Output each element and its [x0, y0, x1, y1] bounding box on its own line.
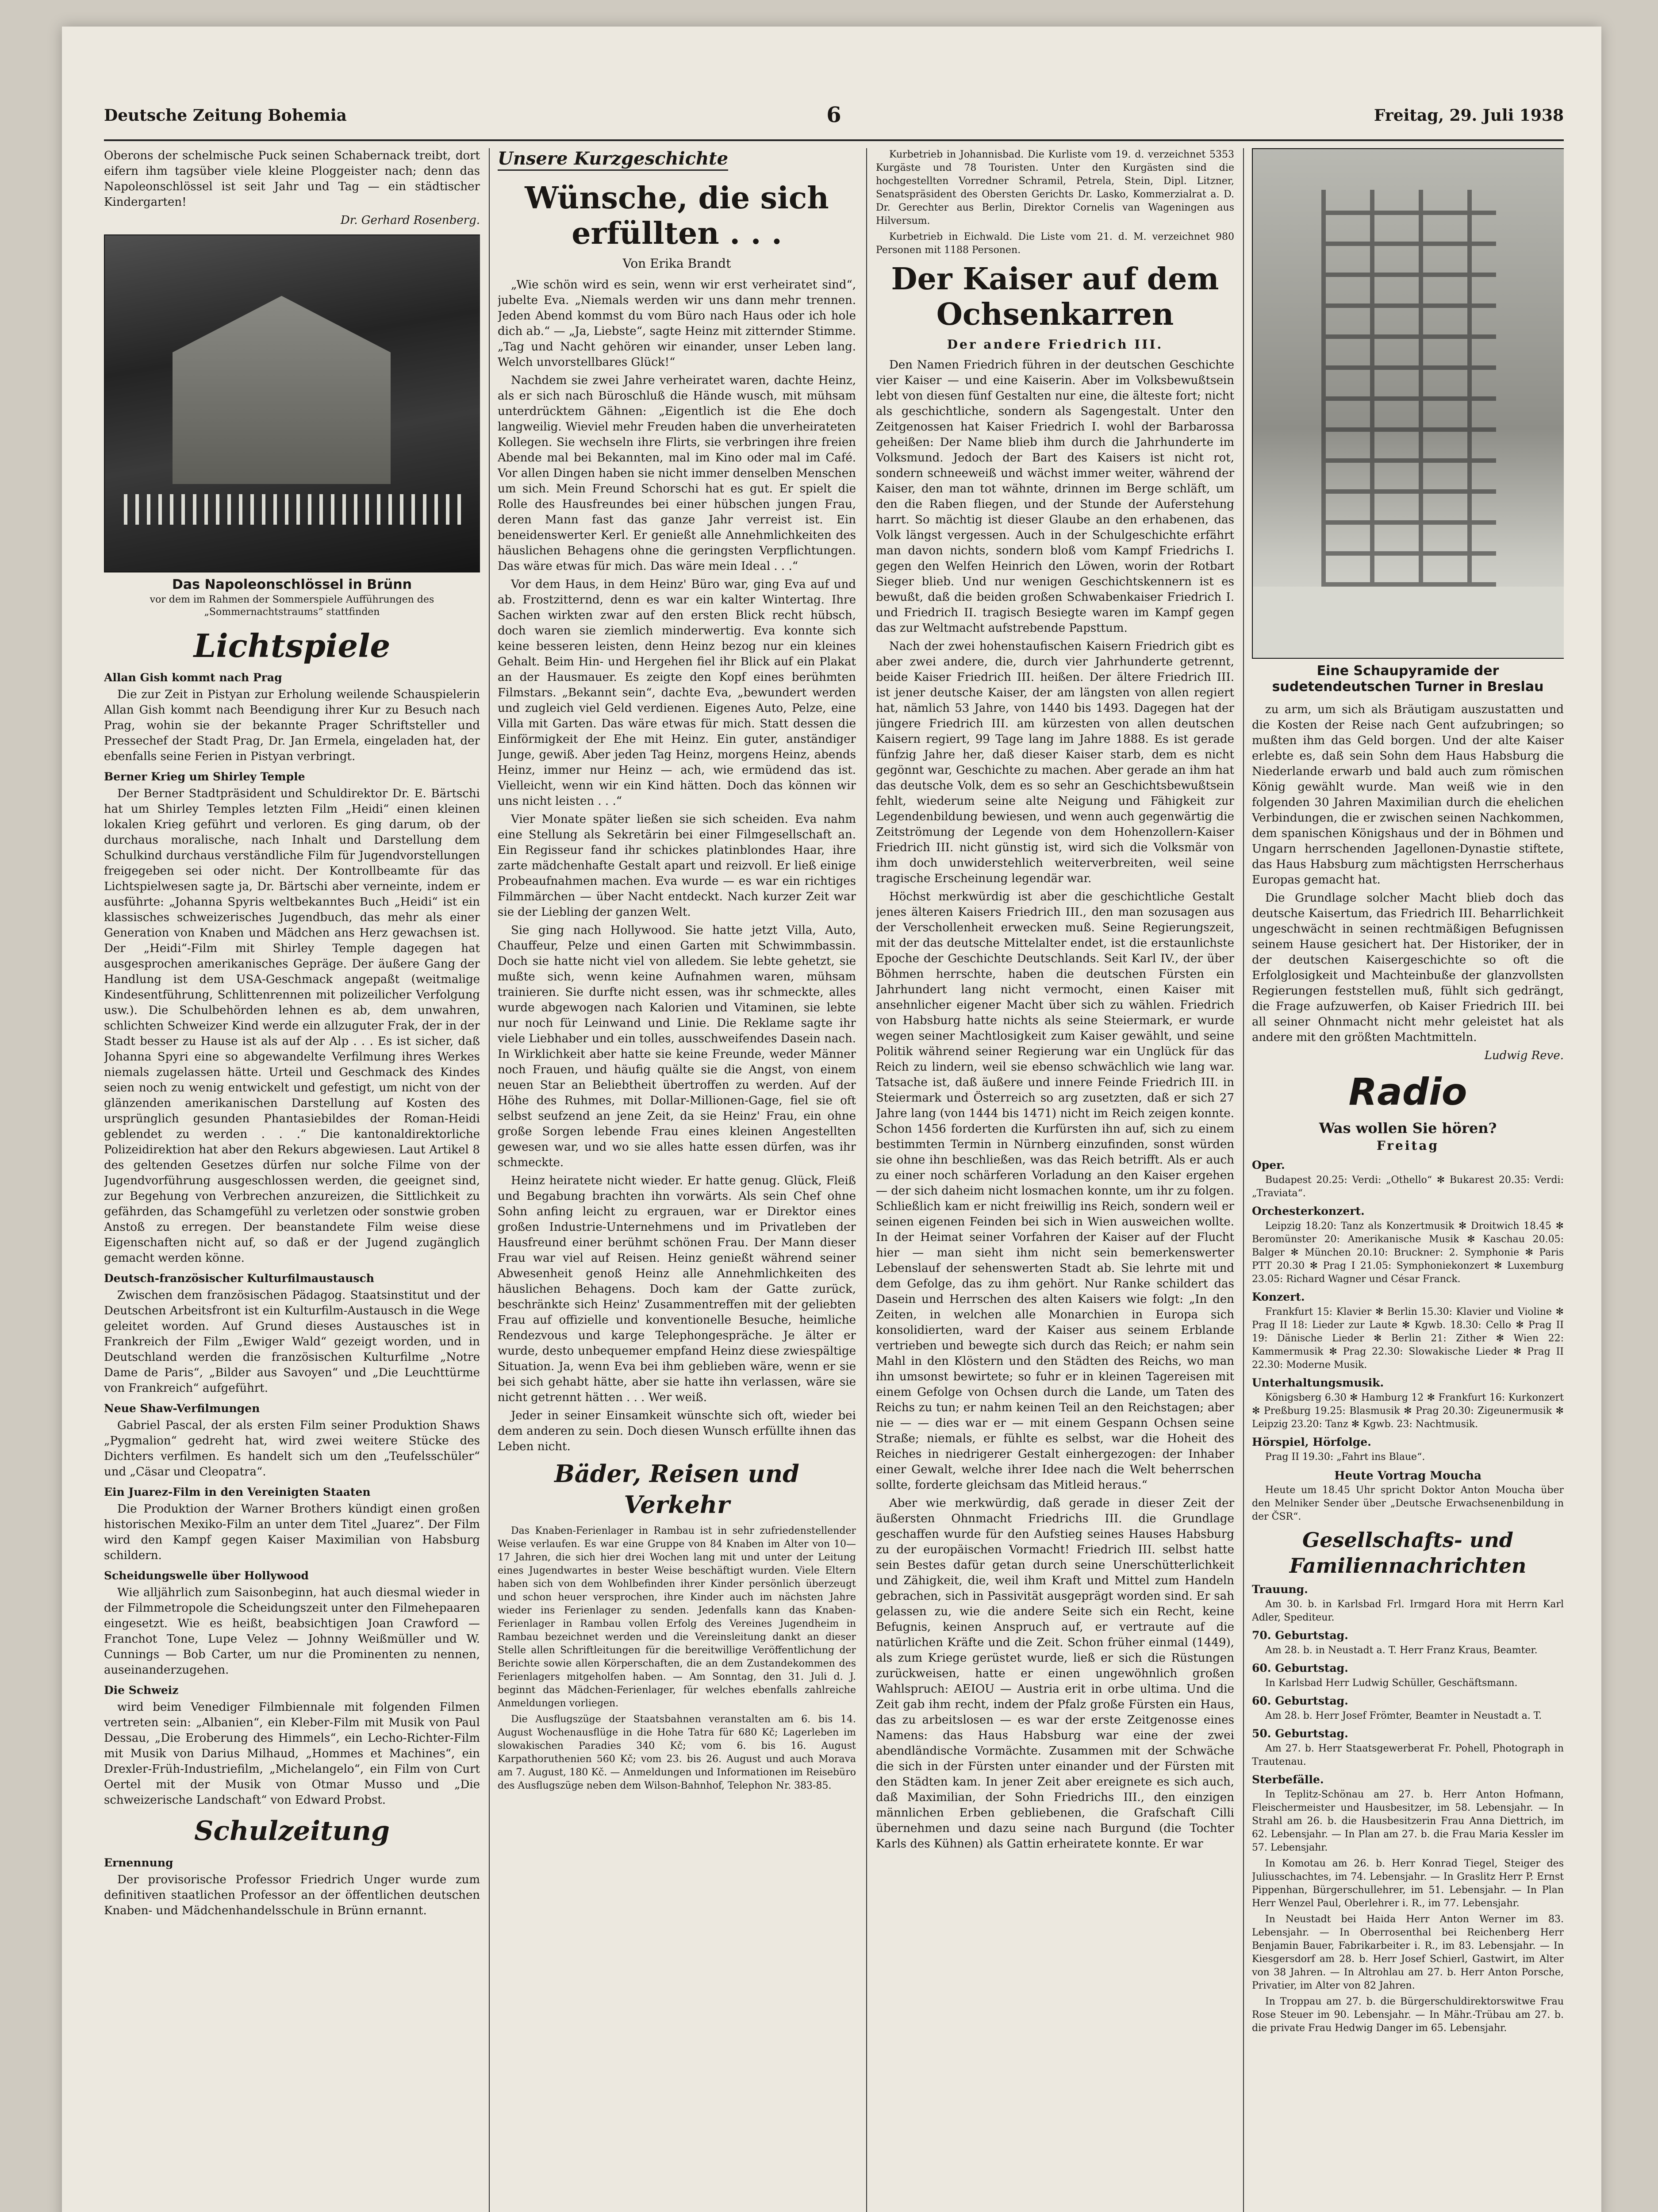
- story-paragraph: Vier Monate später ließen sie sich scheiden. Eva nahm eine Stellung als Sekretärin bei einer Filmgesellschaft an. Ein Regisseur fand ihr schickes platinblondes Haar, ihre zarte mädchenhafte Gestalt apart und reizvoll. Er ließ einige Probeaufnahmen machen. Eva wurde — es war ein richtiges Filmmärchen — über Nacht entdeckt. Nach kurzer Zeit war sie der Liebling der ganzen Welt.: [498, 813, 856, 919]
- article-paragraph: Aber wie merkwürdig, daß gerade in dieser Zeit der äußersten Ohnmacht Friedrichs III. die Grundlage geschaffen wurde für den Aufstieg seines Hauses Habsburg zu der europäischen Vormacht! Friedrich III. selbst hatte sein Bestes dafür getan durch seine Unerschütterlichkeit und Zähigkeit, die, weil ihm Kraft und Mittel zum Handeln gebrachen, sich in Passivität ausgeprägt worden sind. Er sah gelassen zu, wie die andere Seite sich ein Recht, keine Befugnis, keinen Anspruch auf, er vertraute auf die natürlichen Kräfte und die Zeit. Schon früher einmal (1449), als zum Kriege gerüstet wurde, ließ er sich die Rüstungen zurückweisen, hatte er einen ungewöhnlich großen Wahlspruch: AEIOU — Austria erit in orbe ultima. Und die Zeit gab ihm recht, indem der Pfalz große Fürsten ein Haus, das zu arbeitslosen — es war der erste Zeitgenosse eines Namens: das Haus Habsburg war eine der zwei abendländische Vormächte. Zusammen mit der Schwäche die sich in der Fürsten unter einander und der Fürsten mit den Städten kam. In jener Zeit aber ereignete es sich auch, daß Maximilian, der Sohn Friedrichs III., den einzigen männlichen Erben gebliebenen, die Grafschaft Cilli übernehmen und dazu seine nach Burgund (die Tochter Karls des Kühnen) als Gattin erheiratete konnte. Er war: [876, 1497, 1234, 1851]
- family-item-text: In Komotau am 26. b. Herr Konrad Tiegel, Steiger des Juliusschachtes, im 74. Lebensjahr. — In Graslitz Herr P. Ernst Pippenhan, Bürgerschullehrer, im 51. Lebensjahr. — In Plan Herr Wenzel Paul, Oberlehrer i. R., im 77. Lebensjahr.: [1252, 1858, 1564, 1909]
- photo-subcaption: vor dem im Rahmen der Sommerspiele Aufführungen des „Sommernachtstraums“ stattfinden: [150, 594, 434, 618]
- newspaper-page: [62, 27, 1601, 2212]
- radio-item-head: Oper.: [1252, 1159, 1285, 1171]
- family-item-text: In Karlsbad Herr Ludwig Schüller, Geschäftsmann.: [1265, 1678, 1518, 1689]
- article-paragraph: Nach der zwei hohenstaufischen Kaisern Friedrich gibt es aber zwei andere, die, durch vier Jahrhunderte getrennt, beide Kaiser Friedrich III. heißen. Der ältere Friedrich III. ist jener deutsche Kaiser, der am längsten von allen regiert hat, nämlich 53 Jahre, von 1440 bis 1493. Dagegen hat der jüngere Friedrich III. am kürzesten von allen deutschen Kaisern regiert, 99 Tage lang im Jahre 1888. Es ist gerade fünfzig Jahre her, daß dieser Kaiser starb, dem es nicht gegönnt war, Geschichte zu machen. Aber gerade an ihm hat das deutsche Volk, dem es so sehr an Geschichtsbewußtsein fehlt, wiederum seine alte Neigung und Fähigkeit zur Legendenbildung bewiesen, und wenn auch gegenwärtig die Zeitströmung der Legende von dem Hohenzollern-Kaiser Friedrich III. nicht günstig ist, wird sich die Volksmär von ihm doch unwiderstehlich weiterverbreiten, weil seine tragische Erscheinung legendär war.: [876, 640, 1234, 885]
- lecture-head: Heute Vortrag Moucha: [1334, 1469, 1481, 1482]
- column-divider: [866, 148, 867, 2212]
- gymnast-pyramid-photo: [1252, 148, 1564, 659]
- article-body: [876, 357, 1234, 1852]
- story-body: [498, 277, 856, 1455]
- article-paragraph: zu arm, um sich als Bräutigam auszustatten und die Kosten der Reise nach Gent aufzubringen; so mußten ihm das Geld borgen. Und der alte Kaiser erlebte es, daß sein Sohn dem Haus Habsburg die Niederlande erwarb und bald auch zum römischen König gewählt wurde. Man weiß wie in den folgenden 30 Jahren Maximilian durch die ehelichen Verbindungen, die er zwischen seinen Nachkommen, dem spanischen Königshaus und der in Böhmen und Ungarn herrschenden Jagellonen-Dynastie stiftete, das Haus Habsburg zum mächtigsten Herrscherhaus Europas gemacht hat.: [1252, 703, 1564, 887]
- family-news-list: [1252, 1583, 1564, 2035]
- ground-shape: [1253, 587, 1564, 658]
- family-item-text: In Teplitz-Schönau am 27. b. Herr Anton Hofmann, Fleischermeister und Hausbesitzer, im 58. Lebensjahr. — In Strahl am 26. b. die Hausbesitzerin Frau Anna Diettrich, im 62. Lebensjahr. — In Plan am 27. b. die Frau Maria Kessler im 57. Lebensjahr.: [1252, 1789, 1564, 1853]
- family-item-text: In Troppau am 27. b. die Bürgerschuldirektorswitwe Frau Rose Steuer im 90. Lebensjahr. — In Mähr.-Trübau am 27. b. die private Frau Hedwig Danger im 65. Lebensjahr.: [1252, 1996, 1564, 2034]
- film-item-head: Die Schweiz: [104, 1684, 179, 1697]
- family-item-head: 70. Geburtstag.: [1252, 1629, 1348, 1642]
- radio-item-head: Unterhaltungsmusik.: [1252, 1376, 1384, 1389]
- film-item-head: Deutsch-französischer Kulturfilmaustausch: [104, 1272, 374, 1285]
- issue-date: Freitag, 29. Juli 1938: [1374, 106, 1564, 125]
- story-paragraph: Jeder in seiner Einsamkeit wünschte sich oft, wieder bei dem anderen zu sein. Doch diesen Wunsch erfüllte ihnen das Leben nicht.: [498, 1409, 856, 1453]
- article-continuation: [1252, 702, 1564, 1045]
- radio-item-head: Hörspiel, Hörfolge.: [1252, 1436, 1371, 1448]
- fence-shape: [124, 494, 462, 524]
- film-news-list: [104, 670, 480, 1808]
- film-item-head: Allan Gish kommt nach Prag: [104, 671, 282, 684]
- column-2: [498, 148, 856, 2212]
- page-number: 6: [826, 103, 841, 127]
- radio-program-list: [1252, 1159, 1564, 1464]
- story-author: Von Erika Brandt: [622, 256, 731, 271]
- intro-text: Oberons der schelmische Puck seinen Schabernack treibt, dort eifern ihm tagsüber viele kleine Ploggeister nach; denn das Napoleonschlössel ist seit Jahr und Tag — ein städtischer Kindergarten!: [104, 149, 480, 209]
- article-subtitle: Der andere Friedrich III.: [947, 337, 1163, 352]
- spa-item: Kurbetrieb in Johannisbad. Die Kurliste vom 19. d. verzeichnet 5353 Kurgäste und 78 Touristen. Unter den Kurgästen sind die hochgestellten Vorredner Schramil, Petrela, Stein, Dipl. Litzner, Senatspräsident des Obersten Gerichts Dr. Lasko, Kommerzialrat a. D. Dr. Gerechter aus Berlin, Direktor Cornelis van Wageningen aus Hilversum.: [876, 149, 1234, 227]
- column-1: [104, 148, 480, 2212]
- radio-item-text: Frankfurt 15: Klavier ✻ Berlin 15.30: Klavier und Violine ✻ Prag II 18: Lieder zur Laute ✻ Kgwb. 18.30: Cello ✻ Prag II 19: Dänische Lieder ✻ Berlin 21: Zither ✻ Wien 22: Kammermusik ✻ Prag 22.30: Slowakische Lieder ✻ Prag II 22.30: Moderne Musik.: [1252, 1306, 1564, 1371]
- family-item-head: 60. Geburtstag.: [1252, 1694, 1348, 1707]
- story-paragraph: „Wie schön wird es sein, wenn wir erst verheiratet sind“, jubelte Eva. „Niemals werden wir uns dann mehr trennen. Jeden Abend kommst du vom Büro nach Haus oder ich hole dich ab.“ — „Ja, Liebste“, sagte Heinz mit zitternder Stimme. „Tag und Nacht gehören wir einander, unser Leben lang. Welch unvorstellbares Glück!“: [498, 278, 856, 369]
- family-item-text: In Neustadt bei Haida Herr Anton Werner im 83. Lebensjahr. — In Oberrosenthal bei Reichenberg Herr Benjamin Bauer, Fabrikarbeiter i. R., im 83. Lebensjahr. — In Kiesgersdorf am 28. b. Herr Josef Schierl, Gastwirt, im Alter von 38 Jahren. — In Altrohlau am 27. b. Herr Anton Porsche, Privatier, im Alter von 82 Jahren.: [1252, 1914, 1564, 1991]
- school-item-head: Ernennung: [104, 1856, 173, 1869]
- film-item-head: Neue Shaw-Verfilmungen: [104, 1402, 260, 1415]
- radio-item-head: Konzert.: [1252, 1290, 1305, 1303]
- paper-name: Deutsche Zeitung Bohemia: [104, 106, 347, 125]
- article-paragraph: Höchst merkwürdig ist aber die geschichtliche Gestalt jenes älteren Kaisers Friedrich III., den man sozusagen aus der Verschollenheit erwecken muß. Seine Regierungszeit, mit der das deutsche Mittelalter endet, ist die erstaunlichste Epoche der Geschichte Deutschlands. Seit Karl IV., der über Böhmen herrschte, haben die deutschen Fürsten ein Jahrhundert lang nicht vermocht, einen Kaiser mit ansehnlicher eigener Macht über sich zu wählen. Friedrich von Habsburg hatte nichts als seine Steiermark, er wurde wegen seiner Machtlosigkeit zum Kaiser gewählt, und seine Politik während seiner Regierung war ein Unglück für das Reich zu lindern, weil sie ebenso schwächlich wie lang war. Tatsache ist, daß äußere und innere Feinde Friedrich III. in Steiermark und Österreich so arg zusetzten, daß er sich 27 Jahre lang (von 1444 bis 1471) nicht im Reich zeigen konnte. Schon 1456 forderten die Kurfürsten ihn auf, sich zu einem bestimmten Termin in Nürnberg einzufinden, sonst würden sie ohne ihn beschließen, was das Reich betrifft. Als er auch zu einer noch schärferen Vorladung an den Kaiser ergehen — der sich daheim nicht losmachen konnte, um ihr zu folgen. Schließlich kam er nicht freiwillig ins Reich, sondern weil er seinen eigenen Feinden bei sich in Wien ausweichen wollte. In der Heimat seiner Vorfahren der Kaiser auf der Flucht hier — man sieht ihm nicht sein bemerkenswerter Lebenslauf der sehenswerten Stadt ab. Sie lehrte mit und dem Gefolge, das zu ihm gehört. Nur Ranke schildert das Dasein und Herrschen des alten Kaisers wie folgt: „In den Zeiten, in welchen alle Monarchien in Europa sich konsolidierten, ward der Kaiser aus seinem Erblande vertrieben und bewegte sich durch das Reich; er nahm sein Mahl in den Klöstern und den Städten des Reichs, wo man ihn umsonst bewirtete; so fuhr er in kleinen Tagereisen mit einem Gefolge von Ochsen durch die Lande, um Taten des Reichs zu tun; er nahm keinen Teil an den Reichstagen; aber nie — — dies war er — mit einem Gespann Ochsen seine Straße; niemals, er fühlte es selbst, war die Hoheit des Reiches in niedrigerer Gestalt einhergezogen: der Inhaber einer Gewalt, welche ihrer Idee nach die Welt beherrschen sollte, forderte gleichsam das Mitleid heraus.“: [876, 890, 1234, 1492]
- article-paragraph: Die Grundlage solcher Macht blieb doch das deutsche Kaisertum, das Friedrich III. Beharrlichkeit ungeschwächt in seinen rechtmäßigen Befugnissen seinem Hause gesichert hat. Der Historiker, der in der deutschen Kaisergeschichte so oft die Erfolglosigkeit und Machteinbuße der glanzvollsten Regierungen feststellen muß, fühlt sich gedrängt, die Frage aufzuwerfen, ob Kaiser Friedrich III. bei all seiner Ohnmacht nicht mehr geleistet hat als andere mit den größten Machtmitteln.: [1252, 891, 1564, 1044]
- radio-item-head: Orchesterkonzert.: [1252, 1205, 1365, 1217]
- radio-item-text: Leipzig 18.20: Tanz als Konzertmusik ✻ Droitwich 18.45 ✻ Beromünster 20: Amerikanische Musik ✻ Kaschau 20.05: Balger ✻ München 20.10: Bruckner: 2. Symphonie ✻ Paris PTT 20.30 ✻ Prag I 21.05: Symphoniekonzert ✻ Luxemburg 23.05: Richard Wagner und César Franck.: [1252, 1221, 1564, 1285]
- column-divider: [1243, 148, 1244, 2212]
- spa-item: Kurbetrieb in Eichwald. Die Liste vom 21. d. M. verzeichnet 980 Personen mit 1188 Personen.: [876, 231, 1234, 256]
- radio-item-text: Königsberg 6.30 ✻ Hamburg 12 ✻ Frankfurt 16: Kurkonzert ✻ Preßburg 19.25: Blasmusik ✻ Prag 20.30: Zigeunermusik ✻ Leipzig 23.20: Tanz ✻ Kgwb. 23: Nachtmusik.: [1252, 1392, 1564, 1430]
- masthead-rule: [104, 139, 1564, 141]
- masthead: [104, 103, 1564, 133]
- column-4: [1252, 148, 1564, 2212]
- section-title-travel: Bäder, Reisen und Verkehr: [554, 1459, 799, 1519]
- family-item-text: Am 27. b. Herr Staatsgewerberat Fr. Pohell, Photograph in Trautenau.: [1252, 1743, 1564, 1767]
- story-title: Wünsche, die sich erfüllten . . .: [525, 180, 829, 251]
- article-author: Ludwig Reve.: [1484, 1049, 1564, 1062]
- radio-item-text: Prag II 19.30: „Fahrt ins Blaue“.: [1265, 1452, 1425, 1463]
- radio-day: Freitag: [1376, 1138, 1439, 1153]
- film-item-head: Berner Krieg um Shirley Temple: [104, 770, 305, 783]
- castle-shape: [173, 296, 391, 484]
- story-paragraph: Heinz heiratete nicht wieder. Er hatte genug. Glück, Fleiß und Begabung brachten ihn vorwärts. Als sein Chef ohne Sohn anfing leicht zu ergrauen, war er Direktor eines großen Industrie-Unternehmens und im Privatleben der Hausfreund einer berühmt schönen Frau. Der Mann dieser Frau war viel auf Reisen. Heinz genießt während seiner Abwesenheit genoß Heinz alle Annehmlichkeiten des häuslichen Behagens. Doch kam der Gatte zurück, beschränkte sich Heinz' Zusammentreffen mit der geliebten Frau auf offizielle und konventionelle Besuche, heimliche Rendezvous und karge Telephongespräche. Je älter er wurde, desto unbequemer empfand Heinz diese zwiespältige Situation. Ja, wenn Eva bei ihm geblieben wäre, wenn er sie bei sich gehabt hätte, aber sie hatte ihn verlassen, wäre sie nicht getrennt hätten . . . Wer weiß.: [498, 1174, 856, 1404]
- school-item-text: Der provisorische Professor Friedrich Unger wurde zum definitiven staatlichen Professor an der öffentlichen deutschen Knaben- und Mädchenhandelsschule in Brünn ernannt.: [104, 1873, 480, 1917]
- film-item-head: Scheidungswelle über Hollywood: [104, 1569, 309, 1582]
- family-item-text: Am 30. b. in Karlsbad Frl. Irmgard Hora mit Herrn Karl Adler, Spediteur.: [1252, 1599, 1564, 1623]
- film-item-text: Die Produktion der Warner Brothers kündigt einen großen historischen Mexiko-Film an unter dem Titel „Juarez“. Der Film wird den Kampf gegen Kaiser Maximilian von Habsburg schildern.: [104, 1502, 480, 1562]
- family-item-head: 50. Geburtstag.: [1252, 1727, 1348, 1740]
- section-title-family: Gesellschafts- und Familiennachrichten: [1289, 1528, 1527, 1578]
- story-paragraph: Sie ging nach Hollywood. Sie hatte jetzt Villa, Auto, Chauffeur, Pelze und einen Garten mit Schwimmbassin. Doch sie hatte nicht viel von alledem. Sie lebte gehetzt, sie mußte sich, wenn keine Aufnahmen waren, mühsam trainieren. Sie durfte nicht essen, was ihr schmeckte, alles wurde abgewogen nach Kalorien und Vitaminen, sie lebte nur noch für Leinwand und Linie. Die Reklame sagte ihr viele Liebhaber und ein tolles, ausschweifendes Dasein nach. In Wirklichkeit aber hatte sie keine Freunde, weder Männer noch Frauen, und häufig quälte sie die Angst, von einem neuen Star an Beliebtheit übertroffen zu werden. Auf der Höhe des Ruhmes, mit Dollar-Millionen-Gage, fiel sie oft selbst seufzend an jene Zeit, da sie Heinz' Frau, ein ohne große Sorgen lebende Frau eines kleinen Angestellten gewesen war, und wo sie alles hatte essen dürfen, was ihr schmeckte.: [498, 924, 856, 1169]
- film-item-text: wird beim Venediger Filmbiennale mit folgenden Filmen vertreten sein: „Albanien“, ein Kleber-Film mit Musik von Paul Dessau, „Die Eroberung des Himmels“, ein Lecho-Richter-Film mit Musik von Darius Milhaud, „Hommes et Machines“, ein Drexler-Früh-Industriefilm, „Michelangelo“, ein Film von Curt Oertel mit der Musik von Otmar Musso und „Die schweizerische Landschaft“ von Edward Probst.: [104, 1701, 480, 1807]
- photo-caption: Das Napoleonschlössel in Brünn: [172, 577, 412, 592]
- story-paragraph: Vor dem Haus, in dem Heinz' Büro war, ging Eva auf und ab. Frostzitternd, denn es war ein kalter Wintertag. Ihre Sachen wirkten zwar auf den ersten Blick recht hübsch, doch waren sie ziemlich minderwertig. Eva konnte sich keine besseren leisten, denn Heinz bezog nur ein kleines Gehalt. Beim Hin- und Hergehen fiel ihr Blick auf ein Plakat an der Hausmauer. Es zeigte den Kopf eines berühmten Filmstars. „Bekannt sein“, dachte Eva, „bewundert werden und zugleich viel Geld verdienen. Eigenes Auto, Pelze, eine Villa mit Garten. Das wäre etwas für mich. Statt dessen die Einförmigkeit der Ehe mit Heinz. Ein guter, anständiger Junge, gewiß. Aber jeden Tag Heinz, morgens Heinz, abends Heinz, immer nur Heinz — ach, wie ermüdend das ist. Vielleicht, wenn wir ein Kind hätten. Doch das können wir uns nicht leisten . . .“: [498, 578, 856, 808]
- section-title-schulzeitung: Schulzeitung: [194, 1816, 390, 1847]
- family-item-head: Sterbefälle.: [1252, 1773, 1324, 1786]
- travel-list: [498, 1525, 856, 1793]
- travel-item: Die Ausflugszüge der Staatsbahnen veranstalten am 6. bis 14. August Wochenausflüge in die Hohe Tatra für 680 Kč; Lagerleben im slowakischen Paradies 340 Kč; vom 6. bis 16. August Karpathoruthenien 560 Kč; vom 23. bis 26. August und auch Morava am 7. August, 180 Kč. — Anmeldungen und Informationen im Reisebüro des Ausflugszüge neben dem Wilson-Bahnhof, Telephon Nr. 383-85.: [498, 1714, 856, 1791]
- column-3: [876, 148, 1234, 2212]
- family-item-text: Am 28. b. Herr Josef Frömter, Beamter in Neustadt a. T.: [1265, 1710, 1542, 1721]
- section-title-radio: Radio: [1348, 1070, 1467, 1114]
- intro-author: Dr. Gerhard Rosenberg.: [340, 214, 480, 227]
- article-title: Der Kaiser auf dem Ochsenkarren: [891, 261, 1219, 332]
- family-item-head: Trauung.: [1252, 1583, 1308, 1596]
- article-paragraph: Den Namen Friedrich führen in der deutschen Geschichte vier Kaiser — und eine Kaiserin. Aber im Volksbewußtsein lebt von diesen fünf Gestalten nur eine, die älteste fort; nicht als geschichtliche, sondern als Sagengestalt. Unter den Zeitgenossen hat Kaiser Friedrich I. wohl der Barbarossa geheißen: Der Name blieb ihm durch die Jahrhunderte im Volksmund. Jedoch der Bart des Kaisers ist nicht rot, sondern schneeweiß und wächst immer weiter, während der Kaiser, den man tot wähnte, drinnen im Berge schläft, um den die Raben fliegen, und der Stunde der Auferstehung harrt. So mächtig ist dieser Glaube an den erhabenen, das Volk längst vergessen. Auch in der Schulgeschichte erfährt man davon nichts, sondern bloß vom Kampf Friedrichs I. gegen den Welfen Heinrich den Löwen, worin der Rotbart Sieger blieb. Und nur wenigen Geschichtskennern ist es bewußt, daß die beiden großen Schwabenkaiser Friedrich I. und Friedrich II. tragisch Besiegte waren im Kampf gegen das zur Weltmacht aufstrebende Papsttum.: [876, 358, 1234, 635]
- section-title-lichtspiele: Lichtspiele: [193, 627, 391, 664]
- pyramid-photo-caption: Eine Schaupyramide der sudetendeutschen Turner in Breslau: [1272, 663, 1544, 695]
- travel-item: Das Knaben-Ferienlager in Rambau ist in sehr zufriedenstellender Weise verlaufen. Es war eine Gruppe von 84 Knaben im Alter von 10—17 Jahren, die sich hier drei Wochen lang mit und unter der Leitung eines Jugendwartes in bester Weise beschäftigt wurden. Viele Eltern haben sich von dem Wohlbefinden ihrer Kinder persönlich überzeugt und schon heuer versprochen, ihre Kinder auch im nächsten Jahre wieder ins Ferienlager zu senden. Jedenfalls kann das Knaben-Ferienlager in Rambau vollen Erfolg des Vereines Jugendheim in Rambau bezeichnet werden und die Vereinsleitung dankt an dieser Stelle allen Schriftleitungen für die bereitwillige Veröffentlichung der Berichte sowie allen Körperschaften, die an dem Zustandekommen des Ferienlagers mitgeholfen haben. — Am Sonntag, den 31. Juli d. J. beginnt das Mädchen-Ferienlager, für welches ebenfalls zahlreiche Anmeldungen vorliegen.: [498, 1525, 856, 1709]
- film-item-text: Die zur Zeit in Pistyan zur Erholung weilende Schauspielerin Allan Gish kommt nach Beendigung ihrer Kur zu Besuch nach Prag, wohin sie der bekannte Prager Schriftsteller und Pressechef der Stadt Prag, Dr. Jan Ermela, eingeladen hat, der ebenfalls seine Ferien in Pistyan verbringt.: [104, 688, 480, 763]
- ladder-structure-shape: [1321, 190, 1496, 587]
- spa-news-list: [876, 148, 1234, 257]
- story-kicker: Unsere Kurzgeschichte: [498, 148, 728, 171]
- family-item-text: Am 28. b. in Neustadt a. T. Herr Franz Kraus, Beamter.: [1265, 1645, 1538, 1656]
- column-divider: [489, 148, 490, 2212]
- film-item-text: Zwischen dem französischen Pädagog. Staatsinstitut und der Deutschen Arbeitsfront ist ein Kulturfilm-Austausch in die Wege geleitet worden. Auf Grund dieses Austausches ist in Frankreich der Film „Ewiger Wald“ gezeigt worden, und in Deutschland werden die französischen Kulturfilme „Notre Dame de Paris“, „Bilder aus Savoyen“ und „Die Leuchttürme von Frankreich“ aufgeführt.: [104, 1289, 480, 1395]
- film-item-head: Ein Juarez-Film in den Vereinigten Staaten: [104, 1486, 371, 1498]
- story-paragraph: Nachdem sie zwei Jahre verheiratet waren, dachte Heinz, als er sich nach Büroschluß die Hände wusch, mit mühsam unterdrücktem Gähnen: „Eigentlich ist die Ehe doch langweilig. Wieviel mehr Freuden haben die unverheirateten Kollegen. Sie wechseln ihre Flirts, sie verbringen ihre freien Abende mal bei Bekannten, mal im Kino oder mal im Café. Vor allen Dingen haben sie nicht immer denselben Menschen um sich. Mein Freund Schorschi hat es gut. Er spielt die Rolle des Hausfreundes bei einer hübschen jungen Frau, deren Mann fast das ganze Jahr verreist ist. Ein beneidenswerter Kerl. Er genießt alle Annehmlichkeiten des häuslichen Behagens ohne die geringsten Verpflichtungen. Das wäre etwas für mich. Das wäre mein Ideal . . .“: [498, 374, 856, 573]
- family-item-head: 60. Geburtstag.: [1252, 1662, 1348, 1674]
- film-item-text: Der Berner Stadtpräsident und Schuldirektor Dr. E. Bärtschi hat um Shirley Temples letzten Film „Heidi“ einen kleinen lokalen Krieg geführt und verloren. Es ging darum, ob der durchaus moralische, nach Inhalt und Darstellung dem Schulkind durchaus verständliche Film für Jugendvorstellungen freigegeben sei oder nicht. Der Kontrollbeamte für das Lichtspielwesen sagte ja, Dr. Bärtschi aber verneinte, indem er ausführte: „Johanna Spyris weltbekanntes Buch „Heidi“ ist ein klassisches schweizerisches Jugendbuch, das mehr als einer Generation von Knaben und Mädchen ans Herz gewachsen ist. Der „Heidi“-Film mit Shirley Temple dagegen hat ausgesprochen amerikanisches Gepräge. Der äußere Gang der Handlung ist dem USA-Geschmack angepaßt (weitmalige Kindesentführung, Schlittenrennen mit polizeilicher Verfolgung usw.). Die Schulbehörden lehnen es ab, dem unwahren, schlichten Schweizer Kind werde ein allzuguter Frak, der in der Stadt besser zu Hause ist als auf der Alp . . . Es ist sicher, daß Johanna Spyri eine so abgewandelte Verfilmung ihres Werkes niemals zugelassen hätte. Urteil und Geschmack des Kindes seien noch zu wenig entwickelt und gefestigt, um nicht von der glänzenden amerikanischen Darstellung auf Kosten des ursprünglich gesunden Phantasiebildes der Roman-Heidi geblendet zu werden . . .“ Die kantonaldirektorliche Polizeidirektion hat aber den Rekurs abgewiesen. Laut Artikel 8 des geltenden Gesetzes dürfen nur solche Filme von der Jugendvorführung ausgeschlossen werden, die geeignet sind, zur Begehung von Verbrechen anzureizen, die Sittlichkeit zu gefährden, das Schamgefühl zu verletzen oder sonstwie groben Anstoß zu erregen. Der beanstandete Film weise diese Eigenschaften nicht auf, so daß er der Jugend zugänglich gemacht werden könne.: [104, 787, 480, 1265]
- radio-item-text: Budapest 20.25: Verdi: „Othello“ ✻ Bukarest 20.35: Verdi: „Traviata“.: [1252, 1175, 1564, 1199]
- film-item-text: Wie alljährlich zum Saisonbeginn, hat auch diesmal wieder in der Filmmetropole die Scheidungszeit unter den Filmehepaaren eingesetzt. Wie es heißt, beabsichtigen Joan Crawford — Franchot Tone, Lupe Velez — Johnny Weißmüller und W. Cunnings — Bob Carter, um nur die Prominenten zu nennen, auseinanderzugehen.: [104, 1586, 480, 1677]
- lecture-text: Heute um 18.45 Uhr spricht Doktor Anton Moucha über den Melniker Sender über „Deutsche Erwachsenenbildung in der ČSR“.: [1252, 1485, 1564, 1522]
- napoleon-castle-photo: [104, 234, 480, 572]
- film-item-text: Gabriel Pascal, der als ersten Film seiner Produktion Shaws „Pygmalion“ gedreht hat, wird zwei weitere Stücke des Dichters verfilmen. Es handelt sich um den „Teufelsschüler“ und „Cäsar und Cleopatra“.: [104, 1419, 480, 1479]
- radio-question: Was wollen Sie hören?: [1319, 1120, 1497, 1137]
